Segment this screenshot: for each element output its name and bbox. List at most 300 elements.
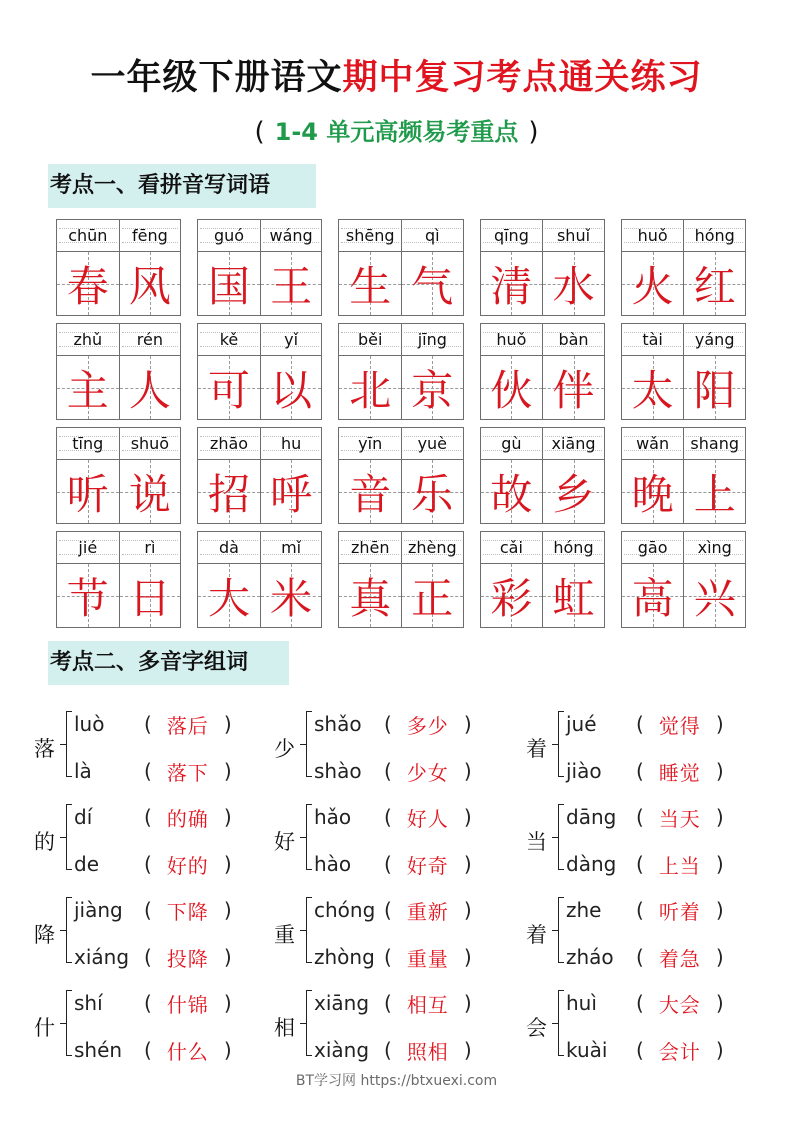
word-box	[621, 323, 746, 420]
pinyin-line	[57, 220, 119, 252]
polyphonic-entry	[526, 794, 746, 884]
hanzi-text: 大	[207, 573, 250, 623]
polyphonic-char: 少	[274, 737, 295, 761]
polyphonic-char: 的	[34, 830, 55, 854]
answer-word: 下降	[166, 899, 209, 924]
answer-word: 多少	[406, 713, 449, 738]
polyphonic-char: 什	[34, 1016, 55, 1040]
open-paren: (	[384, 898, 392, 922]
pinyin-line	[198, 428, 260, 460]
grid-row	[56, 427, 746, 524]
hanzi-text: 虹	[552, 573, 595, 623]
hanzi-square	[261, 460, 322, 523]
polyphonic-char: 会	[526, 1016, 547, 1040]
reading-pinyin: hǎo	[314, 805, 352, 829]
pinyin-line	[622, 324, 684, 356]
reading-line	[566, 849, 724, 879]
answer-word: 什么	[166, 1039, 209, 1064]
answer-word: 落下	[166, 760, 209, 785]
subtitle-open-paren: (	[254, 117, 265, 147]
pinyin-text: yuè	[417, 434, 448, 453]
open-paren: (	[636, 991, 644, 1015]
answer-word: 睡觉	[658, 760, 701, 785]
hanzi-text: 说	[128, 469, 171, 519]
open-paren: (	[144, 898, 152, 922]
pinyin-text: shuǐ	[556, 226, 591, 245]
section-heading-pinyin: 考点一、看拼音写词语	[48, 164, 316, 208]
pinyin-text: tài	[642, 330, 663, 349]
answer-word: 觉得	[658, 713, 701, 738]
polyphonic-char: 落	[34, 737, 55, 761]
close-paren: )	[715, 991, 724, 1015]
polyphonic-char: 着	[526, 737, 547, 761]
close-paren: )	[715, 852, 724, 876]
polyphonic-char: 重	[274, 923, 295, 947]
reading-pinyin: shào	[314, 759, 362, 783]
hanzi-text: 呼	[270, 469, 313, 519]
pinyin-line	[120, 532, 181, 564]
hanzi-square	[481, 564, 543, 627]
tian-cell	[260, 532, 322, 627]
word-box	[56, 531, 181, 628]
reading-pinyin: jiàng	[74, 898, 123, 922]
hanzi-text: 日	[128, 573, 171, 623]
open-paren: (	[384, 991, 392, 1015]
tian-cell	[481, 428, 543, 523]
reading-pinyin: zhòng	[314, 945, 375, 969]
pinyin-text: qì	[424, 226, 440, 245]
pinyin-text: shuō	[130, 434, 170, 453]
tian-cell	[481, 220, 543, 315]
pinyin-text: jīng	[417, 330, 447, 349]
footer-watermark: BT学习网 https://btxuexi.com	[295, 1073, 498, 1089]
reading-pinyin: chóng	[314, 898, 376, 922]
reading-pinyin: xiáng	[74, 945, 130, 969]
close-paren: )	[463, 945, 472, 969]
hanzi-square	[120, 564, 181, 627]
tian-cell	[260, 220, 322, 315]
hanzi-text: 国	[207, 261, 250, 311]
pinyin-line	[402, 324, 463, 356]
open-paren: (	[384, 712, 392, 736]
word-box	[480, 219, 605, 316]
open-paren: (	[636, 852, 644, 876]
pinyin-text: cǎi	[499, 538, 523, 557]
tian-cell	[683, 532, 745, 627]
hanzi-square	[684, 460, 745, 523]
tian-cell	[401, 324, 463, 419]
pinyin-text: huǒ	[637, 226, 668, 245]
hanzi-square	[261, 356, 322, 419]
left-bracket-icon	[558, 990, 564, 1056]
word-box	[197, 219, 322, 316]
reading-line	[314, 756, 472, 786]
word-box	[338, 531, 463, 628]
hanzi-text: 伙	[490, 365, 533, 415]
tian-cell	[339, 428, 401, 523]
pinyin-line	[481, 532, 543, 564]
hanzi-square	[402, 460, 463, 523]
hanzi-square	[120, 252, 181, 315]
tian-cell	[481, 324, 543, 419]
close-paren: )	[715, 759, 724, 783]
reading-line	[74, 802, 232, 832]
hanzi-square	[339, 564, 401, 627]
hanzi-square	[57, 252, 119, 315]
pinyin-text: běi	[357, 330, 383, 349]
word-box	[621, 219, 746, 316]
reading-line	[566, 1035, 724, 1065]
hanzi-square	[543, 356, 604, 419]
hanzi-text: 京	[411, 365, 454, 415]
tian-cell	[683, 428, 745, 523]
tian-cell	[119, 428, 181, 523]
tian-cell	[683, 220, 745, 315]
tian-cell	[57, 220, 119, 315]
tian-cell	[542, 532, 604, 627]
reading-line	[566, 802, 724, 832]
word-box	[480, 531, 605, 628]
polyphonic-char: 当	[526, 830, 547, 854]
open-paren: (	[144, 712, 152, 736]
reading-pinyin: dàng	[566, 852, 617, 876]
answer-word: 重新	[406, 899, 449, 924]
answer-word: 重量	[406, 946, 449, 971]
hanzi-square	[543, 460, 604, 523]
pinyin-line	[57, 324, 119, 356]
reading-line	[314, 849, 472, 879]
open-paren: (	[636, 1038, 644, 1062]
polyphonic-entry	[526, 887, 746, 977]
reading-line	[314, 942, 472, 972]
open-paren: (	[636, 945, 644, 969]
reading-line	[314, 988, 472, 1018]
left-bracket-icon	[66, 711, 72, 777]
hanzi-square	[120, 460, 181, 523]
open-paren: (	[384, 852, 392, 876]
hanzi-text: 彩	[490, 573, 533, 623]
reading-pinyin: dí	[74, 805, 93, 829]
reading-pinyin: zháo	[566, 945, 614, 969]
pinyin-line	[57, 428, 119, 460]
pinyin-text: hu	[280, 434, 302, 453]
hanzi-text: 米	[270, 573, 313, 623]
answer-word: 好奇	[406, 853, 449, 878]
hanzi-square	[402, 252, 463, 315]
reading-pinyin: dāng	[566, 805, 617, 829]
close-paren: )	[463, 1038, 472, 1062]
hanzi-text: 真	[349, 573, 392, 623]
word-box	[197, 427, 322, 524]
polyphonic-char: 降	[34, 923, 55, 947]
hanzi-text: 招	[207, 469, 250, 519]
hanzi-square	[481, 460, 543, 523]
open-paren: (	[144, 805, 152, 829]
polyphonic-entry	[274, 794, 494, 884]
close-paren: )	[223, 852, 232, 876]
pinyin-line	[622, 220, 684, 252]
pinyin-line	[402, 428, 463, 460]
reading-line	[566, 756, 724, 786]
hanzi-text: 节	[66, 573, 109, 623]
tian-cell	[119, 220, 181, 315]
close-paren: )	[463, 805, 472, 829]
pinyin-line	[120, 428, 181, 460]
pinyin-line	[120, 324, 181, 356]
pinyin-line	[481, 428, 543, 460]
grid-row	[56, 531, 746, 628]
close-paren: )	[715, 1038, 724, 1062]
hanzi-square	[684, 356, 745, 419]
pinyin-text: gāo	[637, 538, 668, 557]
hanzi-square	[339, 252, 401, 315]
open-paren: (	[144, 759, 152, 783]
pinyin-text: rén	[136, 330, 163, 349]
pinyin-text: hóng	[694, 226, 735, 245]
answer-word: 着急	[658, 946, 701, 971]
hanzi-square	[622, 356, 684, 419]
polyphonic-entry	[34, 794, 254, 884]
reading-line	[74, 1035, 232, 1065]
reading-pinyin: kuài	[566, 1038, 608, 1062]
pinyin-line	[339, 532, 401, 564]
hanzi-text: 清	[490, 261, 533, 311]
left-bracket-icon	[66, 897, 72, 963]
hanzi-text: 火	[631, 261, 674, 311]
reading-line	[566, 709, 724, 739]
hanzi-text: 人	[128, 365, 171, 415]
pinyin-text: chūn	[68, 226, 108, 245]
pinyin-line	[622, 428, 684, 460]
reading-line	[74, 756, 232, 786]
title-red-part: 期中复习考点通关练习	[342, 58, 703, 98]
left-bracket-icon	[558, 897, 564, 963]
left-bracket-icon	[558, 711, 564, 777]
close-paren: )	[223, 1038, 232, 1062]
pinyin-word-grid	[56, 219, 746, 635]
close-paren: )	[223, 945, 232, 969]
subtitle-text: 1-4 单元高频易考重点	[274, 118, 519, 146]
title-black-part: 一年级下册语文	[90, 58, 343, 98]
tian-cell	[339, 532, 401, 627]
hanzi-text: 音	[349, 469, 392, 519]
close-paren: )	[223, 712, 232, 736]
reading-pinyin: huì	[566, 991, 597, 1015]
close-paren: )	[715, 805, 724, 829]
polyphonic-entry	[274, 887, 494, 977]
hanzi-square	[261, 252, 322, 315]
pinyin-line	[543, 532, 604, 564]
word-box	[621, 427, 746, 524]
pinyin-text: rì	[144, 538, 156, 557]
pinyin-line	[543, 220, 604, 252]
word-box	[197, 531, 322, 628]
tian-cell	[542, 324, 604, 419]
left-bracket-icon	[306, 711, 312, 777]
grid-row	[56, 219, 746, 316]
tian-cell	[198, 428, 260, 523]
left-bracket-icon	[306, 990, 312, 1056]
close-paren: )	[223, 898, 232, 922]
pinyin-text: xiāng	[551, 434, 596, 453]
tian-cell	[622, 428, 684, 523]
hanzi-text: 红	[693, 261, 736, 311]
tian-cell	[339, 324, 401, 419]
hanzi-text: 高	[631, 573, 674, 623]
reading-pinyin: jiào	[566, 759, 602, 783]
answer-word: 听着	[658, 899, 701, 924]
close-paren: )	[715, 712, 724, 736]
left-bracket-icon	[66, 990, 72, 1056]
word-box	[338, 323, 463, 420]
reading-line	[74, 942, 232, 972]
pinyin-text: kě	[219, 330, 239, 349]
polyphonic-entry	[34, 701, 254, 791]
reading-line	[74, 849, 232, 879]
close-paren: )	[463, 712, 472, 736]
hanzi-square	[622, 252, 684, 315]
tian-cell	[622, 532, 684, 627]
reading-line	[566, 942, 724, 972]
close-paren: )	[463, 898, 472, 922]
pinyin-text: hóng	[553, 538, 594, 557]
open-paren: (	[636, 712, 644, 736]
reading-pinyin: de	[74, 852, 99, 876]
reading-pinyin: xiāng	[314, 991, 370, 1015]
hanzi-text: 晚	[631, 469, 674, 519]
hanzi-text: 兴	[693, 573, 736, 623]
tian-cell	[683, 324, 745, 419]
hanzi-square	[198, 356, 260, 419]
tian-cell	[401, 428, 463, 523]
close-paren: )	[463, 852, 472, 876]
pinyin-text: xìng	[697, 538, 732, 557]
polyphonic-char: 相	[274, 1016, 295, 1040]
reading-pinyin: xiàng	[314, 1038, 370, 1062]
open-paren: (	[636, 805, 644, 829]
tian-cell	[198, 532, 260, 627]
answer-word: 好的	[166, 853, 209, 878]
close-paren: )	[715, 945, 724, 969]
pinyin-text: bàn	[558, 330, 589, 349]
hanzi-square	[481, 356, 543, 419]
left-bracket-icon	[306, 804, 312, 870]
word-box	[56, 323, 181, 420]
pinyin-text: zhāo	[209, 434, 249, 453]
answer-word: 上当	[658, 853, 701, 878]
pinyin-text: zhēn	[350, 538, 390, 557]
pinyin-line	[622, 532, 684, 564]
hanzi-square	[481, 252, 543, 315]
open-paren: (	[384, 945, 392, 969]
tian-cell	[622, 324, 684, 419]
word-box	[338, 219, 463, 316]
polyphonic-entry	[34, 980, 254, 1070]
answer-word: 投降	[166, 946, 209, 971]
word-box	[56, 219, 181, 316]
polyphonic-entry	[274, 701, 494, 791]
hanzi-square	[57, 460, 119, 523]
open-paren: (	[384, 759, 392, 783]
reading-line	[74, 895, 232, 925]
pinyin-text: yǐ	[284, 330, 299, 349]
polyphonic-char: 好	[274, 830, 295, 854]
pinyin-text: tīng	[72, 434, 104, 453]
hanzi-text: 以	[270, 365, 313, 415]
tian-cell	[481, 532, 543, 627]
hanzi-text: 王	[270, 261, 313, 311]
reading-pinyin: jué	[566, 712, 597, 736]
reading-pinyin: là	[74, 759, 92, 783]
hanzi-square	[543, 252, 604, 315]
pinyin-line	[57, 532, 119, 564]
hanzi-text: 故	[490, 469, 533, 519]
reading-line	[314, 709, 472, 739]
open-paren: (	[144, 1038, 152, 1062]
reading-pinyin: shí	[74, 991, 103, 1015]
open-paren: (	[636, 759, 644, 783]
pinyin-line	[543, 428, 604, 460]
pinyin-line	[198, 324, 260, 356]
hanzi-square	[543, 564, 604, 627]
pinyin-line	[339, 324, 401, 356]
pinyin-line	[198, 220, 260, 252]
word-box	[480, 323, 605, 420]
word-box	[197, 323, 322, 420]
word-box	[338, 427, 463, 524]
hanzi-text: 可	[207, 365, 250, 415]
reading-line	[566, 988, 724, 1018]
page-title	[0, 56, 793, 100]
hanzi-text: 阳	[693, 365, 736, 415]
tian-cell	[119, 324, 181, 419]
tian-cell	[339, 220, 401, 315]
pinyin-text: shēng	[345, 226, 395, 245]
reading-pinyin: luò	[74, 712, 105, 736]
pinyin-text: yáng	[694, 330, 735, 349]
tian-cell	[57, 428, 119, 523]
pinyin-line	[198, 532, 260, 564]
close-paren: )	[223, 759, 232, 783]
polyphonic-entry	[34, 887, 254, 977]
hanzi-text: 伴	[552, 365, 595, 415]
hanzi-square	[339, 460, 401, 523]
pinyin-line	[261, 428, 322, 460]
pinyin-line	[684, 532, 745, 564]
hanzi-text: 上	[693, 469, 736, 519]
hanzi-text: 生	[349, 261, 392, 311]
close-paren: )	[463, 759, 472, 783]
pinyin-line	[684, 324, 745, 356]
hanzi-text: 春	[66, 261, 109, 311]
pinyin-text: dà	[219, 538, 239, 557]
open-paren: (	[144, 991, 152, 1015]
tian-cell	[57, 532, 119, 627]
pinyin-line	[481, 324, 543, 356]
pinyin-text: zhèng	[407, 538, 457, 557]
grid-row	[56, 323, 746, 420]
hanzi-square	[684, 252, 745, 315]
tian-cell	[198, 220, 260, 315]
pinyin-line	[684, 220, 745, 252]
reading-line	[314, 802, 472, 832]
pinyin-line	[684, 428, 745, 460]
pinyin-text: mǐ	[281, 538, 302, 557]
tian-cell	[622, 220, 684, 315]
page-subtitle	[0, 114, 793, 150]
polyphonic-entry	[274, 980, 494, 1070]
hanzi-square	[198, 460, 260, 523]
